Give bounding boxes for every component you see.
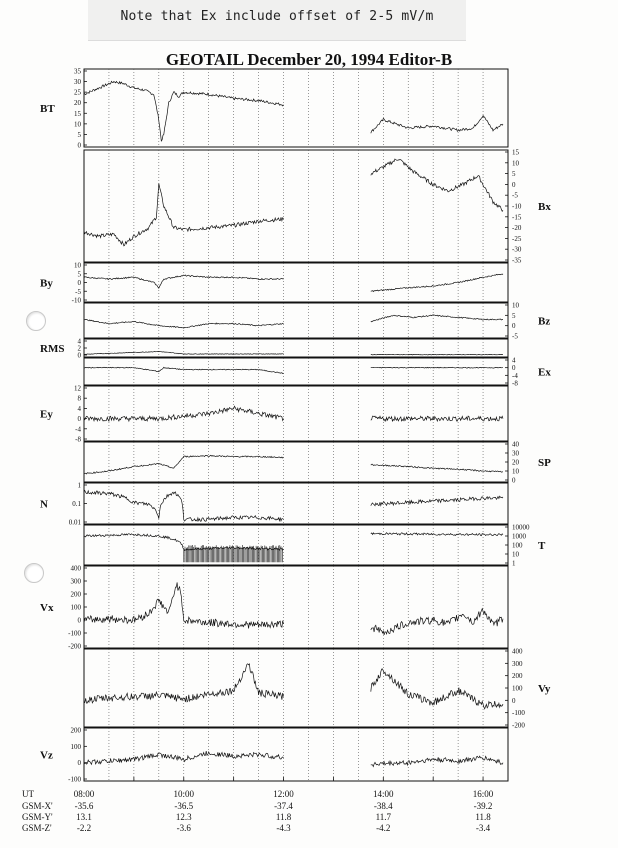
tick-label: 100 [70, 603, 81, 612]
panel-label-ey: Ey [40, 408, 53, 421]
tick-label: 0 [77, 415, 81, 424]
footer-value: 11.8 [475, 812, 491, 822]
footer-value: -37.4 [274, 801, 293, 811]
tick-label: 20 [512, 458, 519, 467]
panel-frame [84, 69, 508, 147]
panel-label-bz: Bz [538, 315, 551, 328]
footer-row-label: UT [22, 789, 34, 799]
trace-sp-before-gap [84, 455, 284, 474]
tick-label: 200 [70, 726, 81, 735]
tick-label: 10 [512, 467, 519, 476]
panel-frame [84, 386, 508, 441]
tick-label: -4 [512, 371, 518, 380]
trace-t-spikes [184, 545, 282, 562]
tick-label: 10 [512, 550, 519, 559]
tick-label: -30 [512, 245, 522, 254]
panel-label-by: By [40, 277, 53, 290]
panel-frame [84, 442, 508, 482]
tick-label: 0 [512, 364, 516, 373]
tick-label: -8 [75, 435, 81, 444]
tick-label: 400 [512, 647, 523, 656]
footer-value: 12.3 [175, 812, 192, 822]
panel-label-vy: Vy [538, 683, 551, 695]
trace-sp-after-gap [371, 464, 503, 472]
panel-label-vx: Vx [40, 602, 54, 614]
tick-label: -5 [75, 287, 81, 296]
tick-label: 5 [512, 170, 516, 179]
tick-label: 200 [512, 672, 523, 681]
tick-label: 10 [512, 301, 519, 310]
footer-row-label: GSM-Z' [22, 823, 52, 833]
tick-label: -35 [512, 256, 522, 265]
tick-label: 40 [512, 440, 519, 449]
tick-label: 1 [512, 559, 516, 568]
trace-rms-after-gap [371, 354, 503, 355]
tick-label: 0 [77, 759, 81, 768]
tick-label: 15 [74, 109, 81, 118]
footer-value: -3.4 [475, 823, 491, 833]
tick-label: 0.01 [68, 518, 81, 527]
footer-row-label: GSM-X' [22, 801, 53, 811]
panel-frame [84, 483, 508, 524]
tick-label: 10 [512, 159, 519, 168]
tick-label: 100 [512, 541, 523, 550]
panel-label-bx: Bx [538, 201, 551, 213]
panel-label-ex: Ex [538, 366, 551, 379]
tick-label: -100 [68, 629, 81, 638]
tick-label: -20 [512, 224, 522, 233]
tick-label: 4 [77, 337, 81, 346]
trace-t-after-gap [371, 533, 503, 536]
tick-label: 300 [512, 659, 523, 668]
panel-frame [84, 263, 508, 302]
tick-label: 0 [512, 476, 516, 485]
tick-label: -100 [68, 775, 81, 784]
footer-value: -2.2 [76, 823, 92, 833]
trace-vz-before-gap [84, 751, 284, 764]
panel-label-n: N [40, 498, 48, 511]
tick-label: 0 [77, 616, 81, 625]
tick-label: -10 [512, 202, 522, 211]
panel-label-sp: SP [538, 457, 551, 469]
tick-label: -10 [71, 296, 81, 305]
tick-label: -15 [512, 213, 522, 222]
panel-label-t: T [538, 540, 546, 552]
footer-value: 13.1 [76, 812, 92, 822]
tick-label: 0 [512, 696, 516, 705]
footer-value: -4.3 [276, 823, 291, 833]
panel-frame [84, 566, 508, 648]
trace-bz-before-gap [84, 319, 284, 328]
panel-label-bt: BT [40, 103, 55, 115]
footer-value: 08:00 [73, 789, 95, 799]
tick-label: 4 [512, 356, 516, 365]
tick-label: 300 [70, 577, 81, 586]
footer-value: -38.4 [373, 801, 393, 811]
tick-label: 0 [512, 322, 516, 331]
trace-by-after-gap [371, 274, 503, 292]
tick-label: 12 [74, 384, 81, 393]
panel-label-vz: Vz [40, 749, 53, 762]
footer-value: -39.2 [473, 801, 493, 811]
tick-label: 10 [74, 120, 81, 129]
tick-label: 5 [77, 130, 81, 139]
tick-label: 25 [74, 88, 81, 97]
footer-value: -4.2 [376, 823, 391, 833]
tick-label: 0 [77, 141, 81, 150]
tick-label: -200 [68, 642, 81, 651]
offset-note: Note that Ex include offset of 2-5 mV/m [120, 9, 434, 24]
tick-label: 15 [512, 148, 519, 157]
tick-label: 35 [74, 67, 81, 76]
tick-label: -8 [512, 379, 518, 388]
tick-label: 400 [70, 564, 81, 573]
panel-frame [84, 358, 508, 385]
panel-frame [84, 303, 508, 338]
panel-frame [84, 649, 508, 727]
tick-label: 20 [74, 99, 81, 108]
tick-label: 0.1 [72, 500, 81, 508]
footer-value: 14:00 [373, 789, 394, 799]
footer-value: -35.6 [74, 801, 94, 811]
footer-value: 11.7 [375, 812, 392, 822]
tick-label: -5 [512, 332, 518, 341]
chart-title: GEOTAIL December 20, 1994 Editor-B [165, 50, 453, 69]
tick-label: 8 [77, 394, 81, 403]
footer-value: -36.5 [174, 801, 194, 811]
tick-label: 1 [77, 481, 81, 490]
footer-value: 16:00 [472, 789, 494, 799]
footer-row-label: GSM-Y' [22, 812, 53, 822]
panel-label-rms: RMS [40, 343, 65, 355]
tick-label: 30 [512, 449, 519, 458]
tick-label: 10000 [512, 523, 530, 532]
tick-label: 5 [77, 270, 81, 279]
tick-label: 100 [512, 684, 523, 693]
tick-label: 1000 [512, 532, 526, 541]
footer-value: -3.6 [176, 823, 191, 833]
tick-label: 0 [512, 180, 516, 189]
tick-label: 4 [77, 404, 81, 413]
tick-label: 10 [74, 261, 81, 270]
tick-label: 0 [77, 279, 81, 287]
tick-label: 0 [77, 351, 81, 360]
tick-label: -100 [512, 709, 525, 718]
tick-label: -200 [512, 721, 525, 730]
tick-label: -25 [512, 234, 522, 243]
trace-bx-after-gap [371, 159, 503, 211]
footer-value: 10:00 [173, 789, 195, 799]
tick-label: 5 [512, 311, 516, 320]
tick-label: -4 [75, 425, 81, 434]
tick-label: -5 [512, 191, 518, 200]
footer-value: 12:00 [273, 789, 294, 799]
footer-value: 11.8 [275, 812, 292, 822]
trace-vx-after-gap [371, 609, 503, 635]
panel-frame [84, 525, 508, 565]
tick-label: 30 [74, 78, 81, 87]
trace-bt-after-gap [371, 116, 503, 134]
tick-label: 200 [70, 590, 81, 599]
panel-frame [84, 728, 508, 781]
tick-label: 100 [70, 742, 81, 751]
panel-frame [84, 150, 508, 262]
tick-label: 2 [77, 344, 81, 353]
